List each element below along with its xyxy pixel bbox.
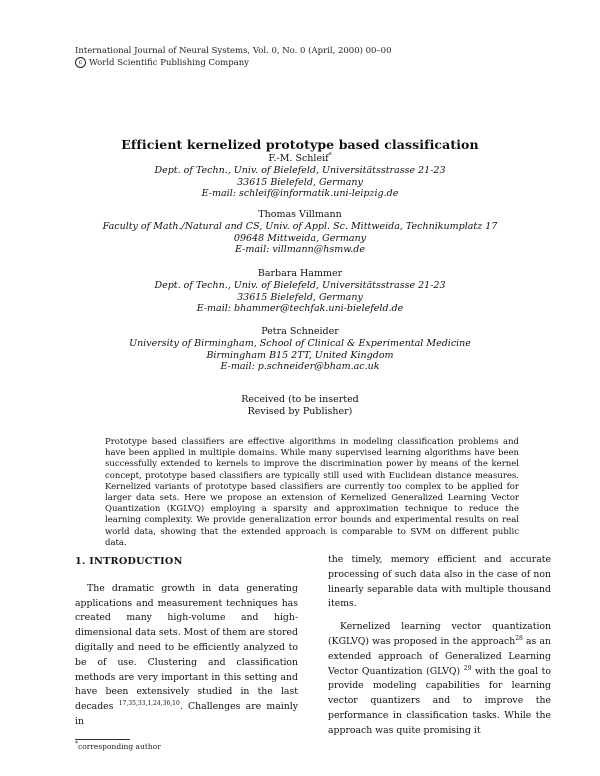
- paper-title: Efficient kernelized prototype based classification: [121, 137, 479, 152]
- author-name: Thomas Villmann: [258, 209, 342, 220]
- paragraph: The dramatic growth in data generating applications and measurement techniques has created many high-volume and high-dimensional data sets. Most of them are stored digitally and need to be efficiently analyzed to be of use. Clustering and classification methods are very important in this setting and have been extensively studied in the last decades $^{17,35,33,1,24,36,10}$. Challenges are mainly in: [75, 582, 298, 727]
- affiliation-line: Dept. of Techn., Univ. of Bielefeld, Universitätsstrasse 21-23: [154, 165, 446, 176]
- citation: 17,35,33,1,24,36,10: [118, 700, 180, 708]
- journal-line: International Journal of Neural Systems, Vol. 0, No. 0 (April, 2000) 00–00: [75, 46, 392, 56]
- author-block: [0, 153, 600, 200]
- left-column: [75, 555, 298, 730]
- copyright-line: [75, 57, 392, 69]
- citation: 28: [515, 634, 523, 642]
- author-email: E-mail: p.schneider@bham.ac.uk: [220, 361, 380, 372]
- author-block: [0, 209, 600, 256]
- author-name: Barbara Hammer: [257, 268, 343, 279]
- affiliation-line: Birmingham B15 2TT, United Kingdom: [206, 349, 394, 361]
- journal-header: [75, 46, 392, 69]
- received-block: [0, 394, 600, 417]
- affiliation-line: University of Birmingham, School of Clinical & Experimental Medicine: [129, 338, 471, 349]
- footnote-mark: *: [75, 740, 78, 748]
- revised-line: Revised by Publisher): [247, 405, 353, 417]
- author-email: E-mail: bhammer@techfak.uni-bielefeld.de: [196, 303, 404, 314]
- affiliation-line: Faculty of Math./Natural and CS, Univ. of Appl. Sc. Mittweida, Technikumplatz 17: [102, 221, 498, 232]
- citation: 29: [463, 664, 472, 672]
- author-block: [0, 268, 600, 315]
- right-column: [328, 553, 551, 739]
- footnote-rule: [75, 739, 130, 740]
- affiliation-line: 09648 Mittweida, Germany: [233, 232, 367, 244]
- author-email: E-mail: villmann@hsmw.de: [235, 244, 365, 255]
- affiliation-line: Dept. of Techn., Univ. of Bielefeld, Universitätsstrasse 21-23: [154, 280, 446, 291]
- author-block: [0, 326, 600, 373]
- footnote: *corresponding author: [75, 740, 161, 751]
- abstract: Prototype based classifiers are effective algorithms in modeling classification problems and have been applied in multiple domains. While many supervised learning algorithms have been successfully extended to kernels to improve the discrimination power by means of the kernel concept, prototype based classifiers are typically still used with Euclidean distance measures. Kernelized variants of prototype based classifiers are currently too complex to be applied for larger data sets. Here we propose an extension of Kernelized Generalized Learning Vector Quantization (KGLVQ) employing a sparsity and approximation technique to reduce the learning complexity. We provide generalization error bounds and experimental results on real world data, showing that the extended approach is comparable to SVM on different public data.: [105, 437, 519, 548]
- paragraph: the timely, memory efficient and accurate processing of such data also in the case of non linearly separable data with multiple thousand items.: [328, 554, 551, 610]
- author-name: Petra Schneider: [261, 326, 339, 337]
- author-name: F.-M. Schleif*: [268, 151, 332, 164]
- publisher: World Scientific Publishing Company: [89, 58, 249, 68]
- author-email: E-mail: schleif@informatik.uni-leipzig.de: [201, 188, 399, 199]
- section-heading: 1. INTRODUCTION: [75, 556, 183, 567]
- copyright-icon: c: [75, 57, 86, 68]
- paragraph: Kernelized learning vector quantization (KGLVQ) was proposed in the approach$^{28}$ as an extended approach of Generalized Learning Vector Quantization (GLVQ) $^{29}$ with the goal to provide modeling capabilities for learning vector quantizers and to improve the performance in classification tasks. While the approach was quite promising it: [328, 621, 551, 736]
- affiliation-line: 33615 Bielefeld, Germany: [237, 291, 363, 303]
- received-line: Received (to be inserted: [241, 394, 359, 405]
- corresponding-mark: *: [328, 151, 332, 159]
- affiliation-line: 33615 Bielefeld, Germany: [237, 176, 363, 188]
